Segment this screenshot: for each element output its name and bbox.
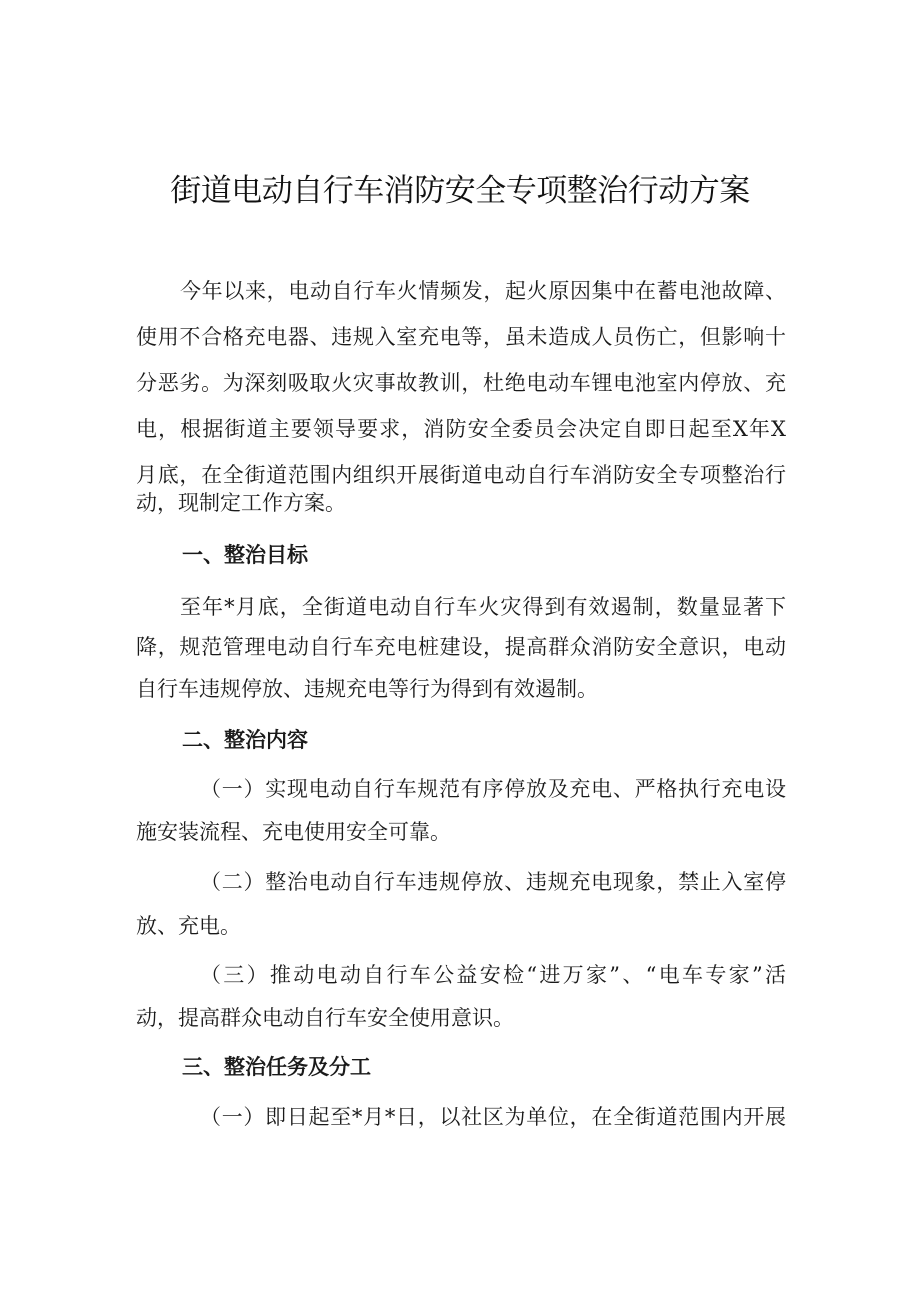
section-heading-content: 二、整治内容: [182, 727, 308, 752]
document-title: 街道电动自行车消防安全专项整治行动方案: [170, 173, 750, 209]
section2-item1-line-1: （一）实现电动自行车规范有序停放及充电、严格执行充电设: [200, 777, 786, 801]
section2-item2-line-2: 放、充电。: [136, 914, 241, 938]
section-heading-targets: 一、整治目标: [182, 542, 308, 567]
intro-line-5: 月底，在全街道范围内组织开展街道电动自行车消防安全专项整治行: [136, 463, 786, 487]
section-heading-tasks: 三、整治任务及分工: [182, 1054, 371, 1079]
section2-item3-line-2: 动，提高群众电动自行车安全使用意识。: [136, 1006, 514, 1030]
intro-line-1: 今年以来，电动自行车火情频发，起火原因集中在蓄电池故障、: [180, 279, 786, 303]
section1-line-3: 自行车违规停放、违规充电等行为得到有效遏制。: [136, 677, 598, 701]
section2-item2-line-1: （二）整治电动自行车违规停放、违规充电现象，禁止入室停: [200, 870, 786, 894]
intro-line-3: 分恶劣。为深刻吸取火灾事故教训，杜绝电动车锂电池室内停放、充: [136, 371, 786, 395]
intro-line-2: 使用不合格充电器、违规入室充电等，虽未造成人员伤亡，但影响十: [136, 325, 786, 349]
intro-line-6: 动，现制定工作方案。: [136, 491, 346, 515]
section3-item1-line-1: （一）即日起至*月*日，以社区为单位，在全街道范围内开展: [200, 1105, 786, 1129]
section2-item1-line-2: 施安装流程、充电使用安全可靠。: [136, 820, 451, 844]
section2-item3-line-1: （三）推动电动自行车公益安检“进万家”、“电车专家”活: [200, 963, 786, 987]
intro-line-4: 电，根据街道主要领导要求，消防安全委员会决定自即日起至X年X: [136, 417, 786, 441]
section1-line-1: 至年*月底，全街道电动自行车火灾得到有效遏制，数量显著下: [180, 595, 786, 619]
section1-line-2: 降，规范管理电动自行车充电桩建设，提高群众消防安全意识，电动: [136, 635, 786, 659]
